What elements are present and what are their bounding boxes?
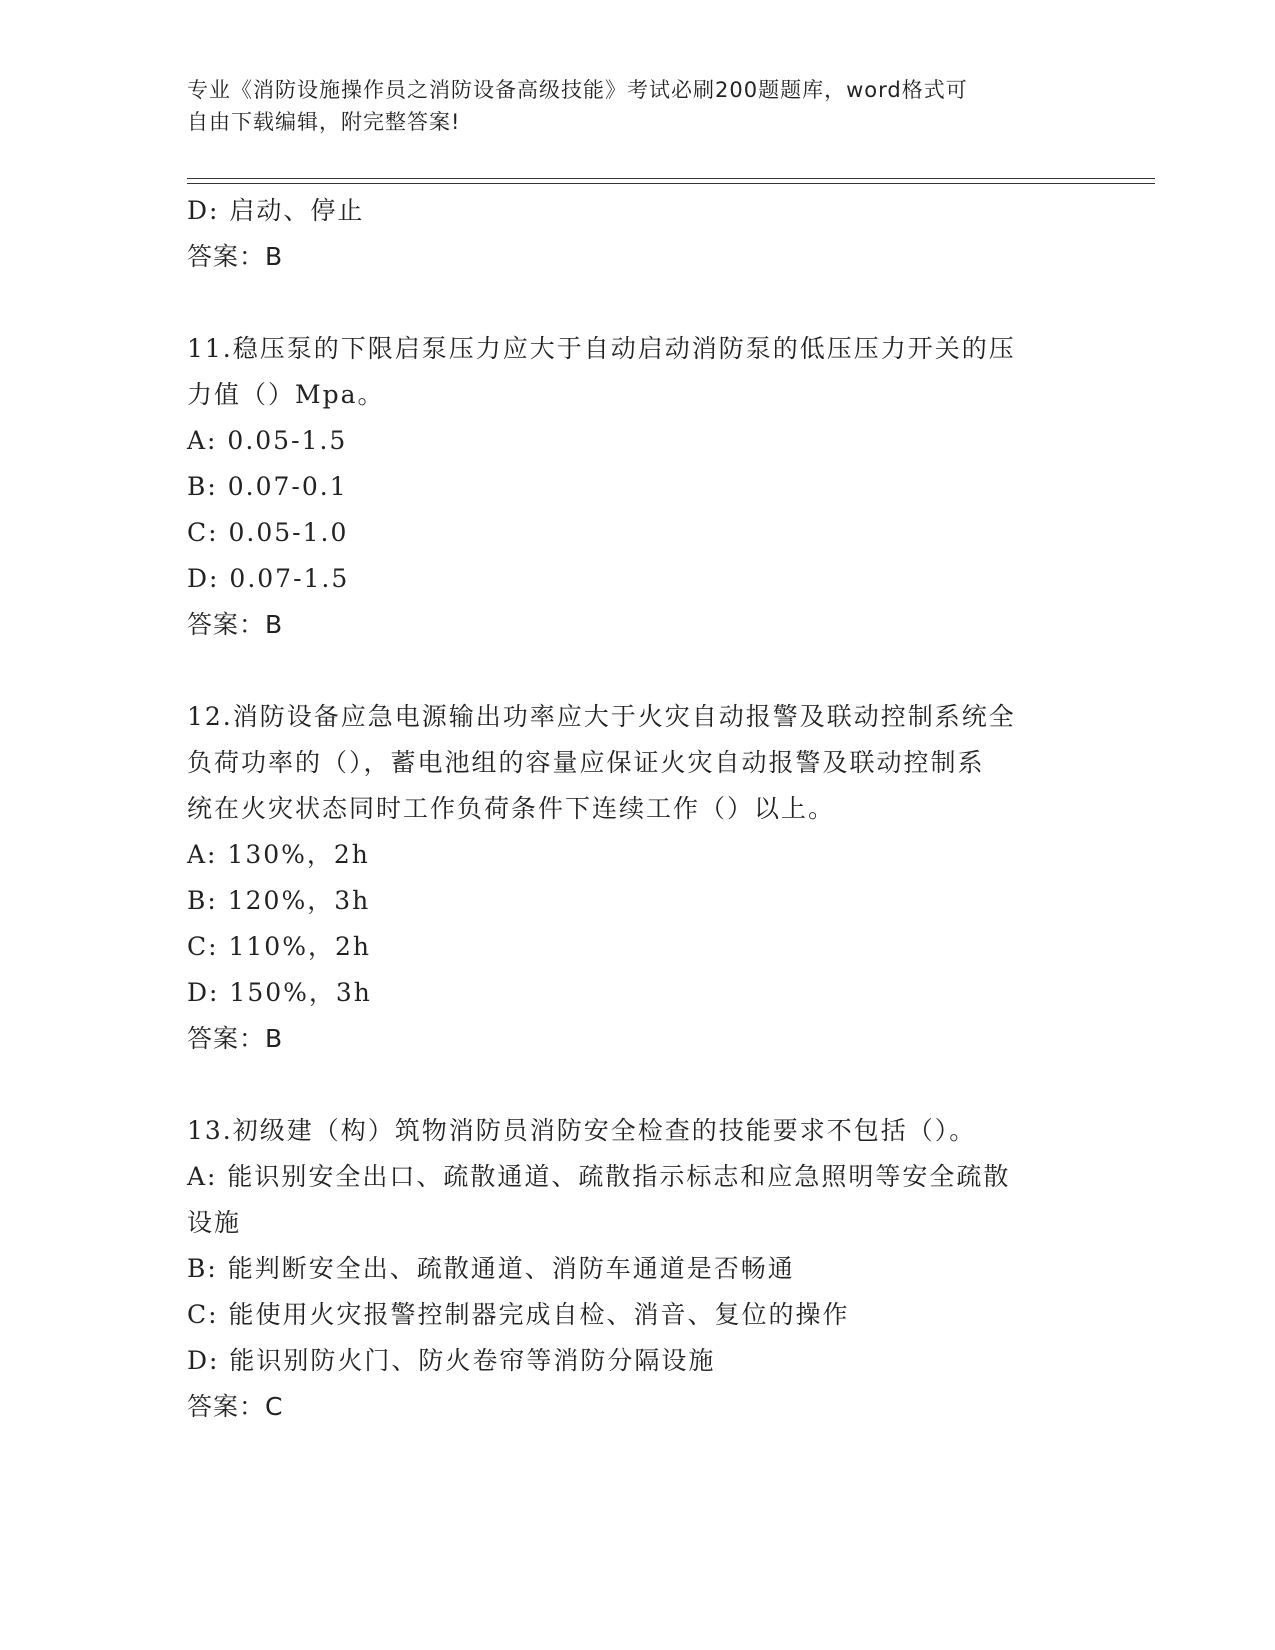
option-c: C: 110%，2h (187, 932, 371, 961)
answer-line: 答案：B (187, 242, 284, 271)
question-stem: 13.初级建（构）筑物消防员消防安全检查的技能要求不包括（）。 (187, 1116, 977, 1145)
header-title-line-1: 专业《消防设施操作员之消防设备高级技能》考试必刷200题题库，word格式可 (187, 78, 968, 102)
header-divider-top (187, 178, 1155, 179)
option-d: D: 能识别防火门、防火卷帘等消防分隔设施 (187, 1346, 716, 1375)
question-stem-continued: 统在火灾状态同时工作负荷条件下连续工作（）以上。 (187, 794, 836, 823)
option-b: B: 120%，3h (187, 886, 371, 915)
option-d: D: 0.07-1.5 (187, 564, 350, 593)
option-c: C: 能使用火灾报警控制器完成自检、消音、复位的操作 (187, 1300, 850, 1329)
option-a: A: 130%，2h (187, 840, 370, 869)
answer-line: 答案：B (187, 1024, 284, 1053)
option-d: D: 启动、停止 (187, 196, 365, 225)
answer-line: 答案：C (187, 1392, 284, 1421)
question-13 (187, 1108, 1087, 1430)
option-b: B: 能判断安全出、疏散通道、消防车通道是否畅通 (187, 1254, 795, 1283)
page-header (187, 74, 1087, 138)
answer-line: 答案：B (187, 610, 284, 639)
option-a: A: 能识别安全出口、疏散通道、疏散指示标志和应急照明等安全疏散 (187, 1162, 1011, 1191)
option-a: A: 0.05-1.5 (187, 426, 348, 455)
question-12 (187, 694, 1087, 1062)
option-b: B: 0.07-0.1 (187, 472, 348, 501)
question-11 (187, 326, 1087, 648)
option-d: D: 150%，3h (187, 978, 372, 1007)
question-stem-continued: 负荷功率的（），蓄电池组的容量应保证火灾自动报警及联动控制系 (187, 748, 985, 777)
header-title-line-2: 自由下载编辑，附完整答案! (187, 110, 461, 134)
header-divider-bottom (187, 183, 1155, 184)
question-content (187, 188, 1087, 1430)
previous-question-tail (187, 188, 1087, 280)
question-stem: 11.稳压泵的下限启泵压力应大于自动启动消防泵的低压压力开关的压 (187, 334, 1016, 363)
option-a-continued: 设施 (187, 1208, 242, 1237)
question-stem: 12.消防设备应急电源输出功率应大于火灾自动报警及联动控制系统全 (187, 702, 1016, 731)
question-stem-continued: 力值（）Mpa。 (187, 380, 385, 409)
option-c: C: 0.05-1.0 (187, 518, 349, 547)
